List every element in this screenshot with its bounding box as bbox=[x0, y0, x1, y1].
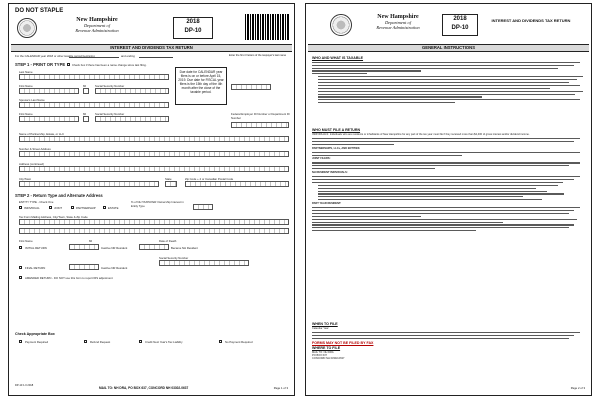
refund-request-label: Refund Request bbox=[90, 340, 111, 344]
inactive-nr-input[interactable] bbox=[69, 244, 99, 250]
refund-request-checkbox[interactable] bbox=[84, 340, 87, 343]
period-end-input[interactable] bbox=[139, 57, 173, 58]
ownership-label: % of NH TAXPAYER Ownership Interest in Entity Type bbox=[131, 200, 184, 208]
mailing-address-input[interactable] bbox=[19, 219, 289, 225]
mail-to-address: MAIL TO: NH DRA, PO BOX 637, CONCORD NH 03302-0637 bbox=[99, 386, 189, 390]
spouse-last-name-input[interactable] bbox=[19, 102, 169, 108]
spouse-mi-input[interactable] bbox=[83, 116, 89, 122]
who-what-taxable-text bbox=[312, 62, 585, 104]
instructions-title: GENERAL INSTRUCTIONS bbox=[308, 44, 589, 52]
and-ending-label: and ending bbox=[121, 54, 135, 58]
no-fax-heading: FORMS MAY NOT BE FILED BY FAX bbox=[312, 340, 374, 345]
mi-2-label: MI bbox=[89, 239, 93, 243]
zip-input[interactable] bbox=[185, 181, 289, 187]
estate-checkbox[interactable] bbox=[103, 206, 106, 209]
estate-name-input[interactable] bbox=[19, 136, 289, 142]
mailing-address-input-2[interactable] bbox=[19, 228, 289, 234]
no-payment-checkbox[interactable] bbox=[219, 340, 222, 343]
partnerships-heading: PARTNERSHIPS, LLCs, AND ENTITIES: bbox=[312, 146, 361, 150]
inactive-nr-label: Inactive NR Resident bbox=[101, 246, 128, 250]
nh-resident-heading: NH RESIDENT INDIVIDUALS: bbox=[312, 171, 348, 175]
fein-label: Federal Employer ID Number or Department ID Number bbox=[231, 112, 290, 120]
estate-label: ESTATE bbox=[108, 206, 119, 210]
section-when-to-file bbox=[312, 322, 585, 360]
form-year-box: 2018 DP-10 bbox=[173, 17, 213, 39]
part-year-heading: PART YEAR RESIDENT: bbox=[312, 202, 342, 206]
state-input[interactable] bbox=[165, 181, 177, 187]
mailing-address-label: Tax Form Mailing Address, City/Town, State & Zip Code bbox=[19, 215, 88, 219]
name-letters-note: Enter the first 3 letters of the taxpayer's last name bbox=[229, 54, 287, 57]
first-name-label: First Name bbox=[19, 84, 33, 88]
form-page-2 bbox=[305, 3, 592, 396]
estate-name-label: Name of Partnership, Estate, or LLC bbox=[19, 132, 65, 136]
last-name-label: Last Name bbox=[19, 70, 33, 74]
where-to-file-heading: WHERE TO FILE bbox=[312, 345, 341, 350]
joint-checkbox[interactable] bbox=[49, 206, 52, 209]
became-nr-input[interactable] bbox=[139, 244, 169, 250]
final-inactive-label: Inactive NR Resident bbox=[101, 266, 128, 270]
ssn-label: Social Security Number bbox=[95, 84, 125, 88]
step1-heading: STEP 1 - PRINT OR TYPE bbox=[15, 62, 66, 67]
spouse-ssn-input[interactable] bbox=[95, 116, 169, 122]
mi-label: MI bbox=[83, 84, 87, 88]
agency-name: New Hampshire Department of Revenue Administration bbox=[75, 17, 119, 33]
check-appropriate-heading: Check Appropriate Box bbox=[15, 332, 55, 336]
name-letters-input[interactable] bbox=[231, 84, 271, 90]
mail-line-2: PO BOX 637 bbox=[312, 353, 327, 357]
final-inactive-input[interactable] bbox=[69, 264, 99, 270]
name-change-label: Check box if there has been a name change since last filing. bbox=[72, 63, 147, 67]
form-title: INTEREST AND DIVIDENDS TAX RETURN bbox=[11, 44, 292, 52]
ssn-input[interactable] bbox=[95, 88, 169, 94]
spouse-first-name-input[interactable] bbox=[19, 116, 79, 122]
calendar-year-label: For the CALENDAR year 2018 or other taxable period beginning bbox=[15, 54, 95, 58]
ssn-2-input[interactable] bbox=[159, 260, 249, 266]
form-code-footer: DP-10 1.0 2018 bbox=[15, 384, 34, 387]
when-to-file-heading: WHEN TO FILE bbox=[312, 322, 338, 326]
due-date-note: Due date for CALENDAR year filers is on or before April 15, 2019. Due date for FISCAL year filers is the 15th day of the 4th month after the close of the taxable period. bbox=[175, 67, 227, 105]
no-payment-label: No Payment Required bbox=[225, 340, 253, 344]
zip-label: Zip Code + 4 or Canadian Postal Code bbox=[185, 177, 234, 181]
state-seal-icon bbox=[330, 14, 352, 36]
final-return-label: FINAL RETURN bbox=[25, 266, 46, 270]
amended-return-checkbox[interactable] bbox=[19, 276, 22, 279]
initial-return-label: INITIAL RETURN bbox=[25, 246, 47, 250]
section-who-what-taxable bbox=[312, 56, 585, 105]
mail-line-3: CONCORD NH 03302-0637 bbox=[312, 357, 345, 361]
partnership-checkbox[interactable] bbox=[71, 206, 74, 209]
address-continued-input[interactable] bbox=[19, 166, 289, 172]
section-who-must-file bbox=[312, 128, 585, 233]
street-input[interactable] bbox=[19, 151, 289, 157]
ownership-input[interactable] bbox=[193, 204, 213, 210]
credit-next-year-checkbox[interactable] bbox=[139, 340, 142, 343]
page-number: Page 1 of 3 bbox=[273, 386, 288, 390]
mail-line-1: MAIL TO: NH DRA bbox=[312, 350, 334, 354]
state-label: State bbox=[165, 177, 172, 181]
spouse-mi-label: MI bbox=[83, 112, 87, 116]
name-change-checkbox[interactable] bbox=[67, 63, 70, 66]
partnership-label: PARTNERSHIP bbox=[76, 206, 96, 210]
became-nr-label: Became NH Resident bbox=[171, 246, 198, 250]
joint-filers-heading: JOINT FILERS: bbox=[312, 157, 331, 161]
individual-checkbox[interactable] bbox=[19, 206, 22, 209]
fein-input[interactable] bbox=[231, 122, 289, 128]
amended-return-label: AMENDED RETURN - DO NOT use this form to report IRS adjustment bbox=[25, 276, 113, 280]
final-return-checkbox[interactable] bbox=[19, 266, 22, 269]
first-name-2-label: First Name bbox=[19, 239, 33, 243]
payment-required-checkbox[interactable] bbox=[19, 340, 22, 343]
spouse-last-name-label: Spouse's Last Name bbox=[19, 98, 45, 102]
initial-return-checkbox[interactable] bbox=[19, 246, 22, 249]
entity-type-label: ENTITY TYPE - Check One bbox=[19, 200, 54, 204]
form-page-1 bbox=[8, 3, 295, 396]
last-name-input[interactable] bbox=[19, 74, 169, 80]
form-year-box: 2018 DP-10 bbox=[442, 14, 478, 36]
credit-next-year-label: Credit Next Year's Tax Liability bbox=[145, 340, 183, 344]
who-what-taxable-heading: WHO AND WHAT IS TAXABLE bbox=[312, 56, 364, 60]
return-title: INTEREST AND DIVIDENDS TAX RETURN bbox=[491, 18, 571, 23]
period-begin-input[interactable] bbox=[69, 57, 119, 58]
barcode-icon bbox=[245, 14, 289, 40]
mi-input[interactable] bbox=[83, 88, 89, 94]
joint-label: JOINT bbox=[54, 206, 63, 210]
address-continued-label: Address (continued) bbox=[19, 162, 45, 166]
calendar-year-label: Calendar Year: bbox=[312, 327, 330, 330]
payment-required-label: Payment Required bbox=[25, 340, 49, 344]
first-name-input[interactable] bbox=[19, 88, 79, 94]
state-seal-icon bbox=[17, 18, 37, 38]
agency-name: New Hampshire Department of Revenue Administration bbox=[376, 14, 420, 30]
date-of-death-label: Date of Death bbox=[159, 239, 177, 243]
individuals-text: INDIVIDUALS: Individuals who are residents or inhabitants of New Hampshire for any part of the tax year must file if they received more than $2,400 of gross interest and/or dividend income. bbox=[312, 133, 530, 136]
ssn-2-label: Social Security Number bbox=[159, 256, 189, 260]
page-number: Page 2 of 3 bbox=[570, 386, 585, 390]
spouse-first-name-label: First Name bbox=[19, 112, 33, 116]
do-not-staple: DO NOT STAPLE bbox=[15, 8, 64, 14]
individual-label: INDIVIDUAL bbox=[24, 206, 40, 210]
street-label: Number & Street Address bbox=[19, 147, 51, 151]
city-label: City/Town bbox=[19, 177, 32, 181]
city-input[interactable] bbox=[19, 181, 159, 187]
spouse-ssn-label: Social Security Number bbox=[95, 112, 125, 116]
step2-heading: STEP 2 - Return Type and Alternate Address bbox=[15, 193, 103, 198]
who-must-file-heading: WHO MUST FILE A RETURN bbox=[312, 128, 361, 132]
